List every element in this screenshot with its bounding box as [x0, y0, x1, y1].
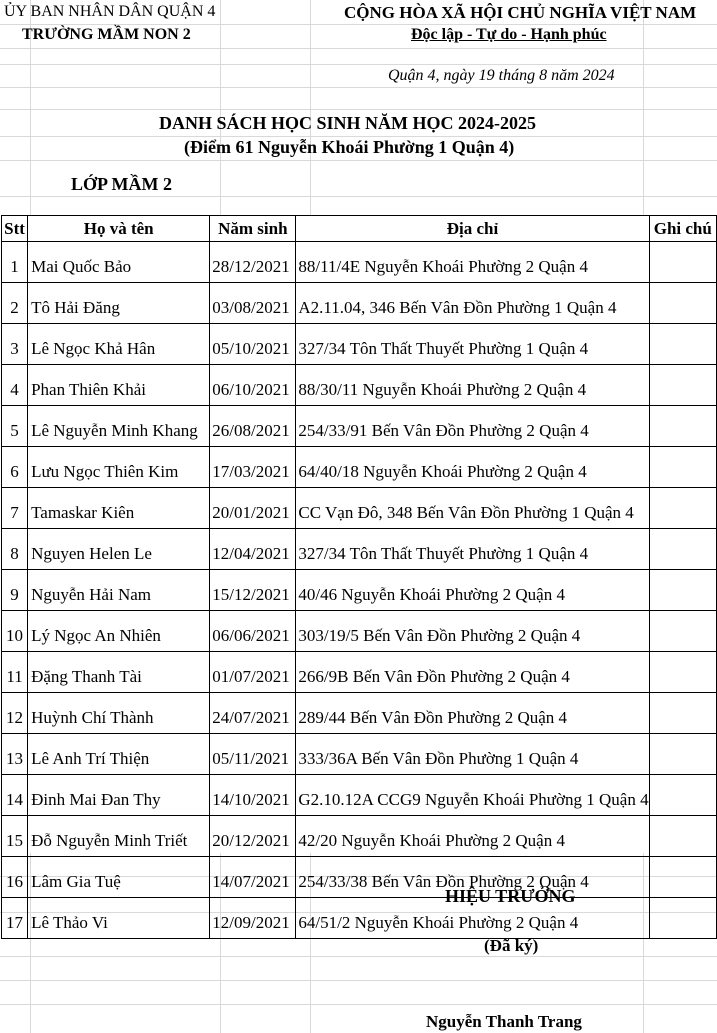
cell-name: Lê Nguyễn Minh Khang — [28, 406, 210, 447]
table-row — [2, 447, 717, 488]
col-header-dob: Năm sinh — [210, 216, 296, 242]
cell-dob: 05/11/2021 — [210, 734, 296, 775]
table-row — [2, 652, 717, 693]
cell-address: 40/46 Nguyễn Khoái Phường 2 Quận 4 — [296, 570, 649, 611]
cell-note — [649, 775, 716, 816]
cell-stt: 2 — [2, 283, 28, 324]
cell-note — [649, 242, 716, 283]
table-row — [2, 406, 717, 447]
cell-name: Nguyễn Hải Nam — [28, 570, 210, 611]
cell-dob: 20/01/2021 — [210, 488, 296, 529]
cell-dob: 01/07/2021 — [210, 652, 296, 693]
table-row — [2, 816, 717, 857]
student-table — [1, 215, 717, 939]
cell-dob: 28/12/2021 — [210, 242, 296, 283]
cell-stt: 12 — [2, 693, 28, 734]
cell-stt: 5 — [2, 406, 28, 447]
cell-address: 254/33/91 Bến Vân Đồn Phường 2 Quận 4 — [296, 406, 649, 447]
cell-note — [649, 406, 716, 447]
cell-note — [649, 488, 716, 529]
cell-address: 303/19/5 Bến Vân Đồn Phường 2 Quận 4 — [296, 611, 649, 652]
cell-address: 64/40/18 Nguyễn Khoái Phường 2 Quận 4 — [296, 447, 649, 488]
cell-dob: 12/09/2021 — [210, 898, 296, 939]
cell-address: 88/30/11 Nguyễn Khoái Phường 2 Quận 4 — [296, 365, 649, 406]
table-row — [2, 529, 717, 570]
cell-address: 42/20 Nguyễn Khoái Phường 2 Quận 4 — [296, 816, 649, 857]
cell-address: CC Vạn Đô, 348 Bến Vân Đồn Phường 1 Quận 4 — [296, 488, 649, 529]
cell-name: Phan Thiên Khải — [28, 365, 210, 406]
cell-name: Huỳnh Chí Thành — [28, 693, 210, 734]
cell-note — [649, 365, 716, 406]
cell-stt: 7 — [2, 488, 28, 529]
cell-dob: 06/06/2021 — [210, 611, 296, 652]
table-row — [2, 857, 717, 898]
cell-stt: 10 — [2, 611, 28, 652]
cell-stt: 4 — [2, 365, 28, 406]
cell-stt: 9 — [2, 570, 28, 611]
cell-address: 254/33/38 Bến Vân Đồn Phường 2 Quận 4 — [296, 857, 649, 898]
col-header-note: Ghi chú — [649, 216, 716, 242]
national-title: CỘNG HÒA XÃ HỘI CHỦ NGHĨA VIỆT NAM — [344, 3, 697, 22]
cell-address: 289/44 Bến Vân Đồn Phường 2 Quận 4 — [296, 693, 649, 734]
cell-note — [649, 857, 716, 898]
school-name: TRƯỜNG MẦM NON 2 — [22, 26, 191, 43]
table-row — [2, 283, 717, 324]
cell-dob: 03/08/2021 — [210, 283, 296, 324]
signer-title: HIỆU TRƯỞNG — [445, 886, 576, 906]
cell-address: 327/34 Tôn Thất Thuyết Phường 1 Quận 4 — [296, 529, 649, 570]
cell-note — [649, 570, 716, 611]
cell-name: Lê Ngọc Khả Hân — [28, 324, 210, 365]
cell-dob: 14/10/2021 — [210, 775, 296, 816]
cell-address: 333/36A Bến Vân Đồn Phường 1 Quận 4 — [296, 734, 649, 775]
cell-note — [649, 529, 716, 570]
cell-dob: 24/07/2021 — [210, 693, 296, 734]
cell-name: Lý Ngọc An Nhiên — [28, 611, 210, 652]
table-body — [2, 242, 717, 939]
cell-stt: 15 — [2, 816, 28, 857]
page-subtitle: (Điểm 61 Nguyễn Khoái Phường 1 Quận 4) — [184, 137, 515, 157]
cell-address: 64/51/2 Nguyễn Khoái Phường 2 Quận 4 — [296, 898, 649, 939]
page-title: DANH SÁCH HỌC SINH NĂM HỌC 2024-2025 — [159, 113, 537, 133]
cell-stt: 11 — [2, 652, 28, 693]
date-line: Quận 4, ngày 19 tháng 8 năm 2024 — [388, 67, 615, 84]
cell-stt: 1 — [2, 242, 28, 283]
cell-address: 88/11/4E Nguyễn Khoái Phường 2 Quận 4 — [296, 242, 649, 283]
cell-note — [649, 898, 716, 939]
table-row — [2, 488, 717, 529]
cell-stt: 16 — [2, 857, 28, 898]
cell-name: Đinh Mai Đan Thy — [28, 775, 210, 816]
cell-stt: 6 — [2, 447, 28, 488]
table-row — [2, 898, 717, 939]
cell-dob: 05/10/2021 — [210, 324, 296, 365]
table-row — [2, 693, 717, 734]
cell-name: Lê Anh Trí Thiện — [28, 734, 210, 775]
cell-dob: 20/12/2021 — [210, 816, 296, 857]
cell-note — [649, 693, 716, 734]
class-name: LỚP MẦM 2 — [71, 174, 172, 194]
table-row — [2, 570, 717, 611]
table-row — [2, 734, 717, 775]
cell-address: G2.10.12A CCG9 Nguyễn Khoái Phường 1 Quận 4 — [296, 775, 649, 816]
cell-address: A2.11.04, 346 Bến Vân Đồn Phường 1 Quận 4 — [296, 283, 649, 324]
signed-note: (Đã ký) — [484, 936, 539, 955]
cell-stt: 8 — [2, 529, 28, 570]
cell-dob: 15/12/2021 — [210, 570, 296, 611]
cell-address: 327/34 Tôn Thất Thuyết Phường 1 Quận 4 — [296, 324, 649, 365]
cell-note — [649, 816, 716, 857]
cell-name: Mai Quốc Bảo — [28, 242, 210, 283]
cell-name: Tô Hải Đăng — [28, 283, 210, 324]
cell-dob: 06/10/2021 — [210, 365, 296, 406]
cell-stt: 14 — [2, 775, 28, 816]
cell-note — [649, 652, 716, 693]
cell-note — [649, 447, 716, 488]
cell-note — [649, 283, 716, 324]
table-row — [2, 242, 717, 283]
col-header-address: Địa chỉ — [296, 216, 649, 242]
cell-name: Tamaskar Kiên — [28, 488, 210, 529]
table-row — [2, 324, 717, 365]
table-row — [2, 611, 717, 652]
cell-name: Lâm Gia Tuệ — [28, 857, 210, 898]
table-header-row — [2, 216, 717, 242]
cell-dob: 17/03/2021 — [210, 447, 296, 488]
national-motto: Độc lập - Tự do - Hạnh phúc — [411, 26, 607, 43]
cell-name: Đỗ Nguyễn Minh Triết — [28, 816, 210, 857]
cell-stt: 3 — [2, 324, 28, 365]
cell-dob: 14/07/2021 — [210, 857, 296, 898]
cell-name: Lưu Ngọc Thiên Kim — [28, 447, 210, 488]
cell-note — [649, 324, 716, 365]
cell-name: Đặng Thanh Tài — [28, 652, 210, 693]
table-row — [2, 775, 717, 816]
agency-name: ỦY BAN NHÂN DÂN QUẬN 4 — [4, 3, 216, 20]
col-header-stt: Stt — [2, 216, 28, 242]
cell-dob: 12/04/2021 — [210, 529, 296, 570]
cell-name: Nguyen Helen Le — [28, 529, 210, 570]
cell-name: Lê Thảo Vi — [28, 898, 210, 939]
cell-stt: 17 — [2, 898, 28, 939]
signer-name: Nguyễn Thanh Trang — [426, 1012, 582, 1031]
table-row — [2, 365, 717, 406]
cell-dob: 26/08/2021 — [210, 406, 296, 447]
cell-note — [649, 734, 716, 775]
cell-note — [649, 611, 716, 652]
cell-stt: 13 — [2, 734, 28, 775]
col-header-name: Họ và tên — [28, 216, 210, 242]
cell-address: 266/9B Bến Vân Đồn Phường 2 Quận 4 — [296, 652, 649, 693]
